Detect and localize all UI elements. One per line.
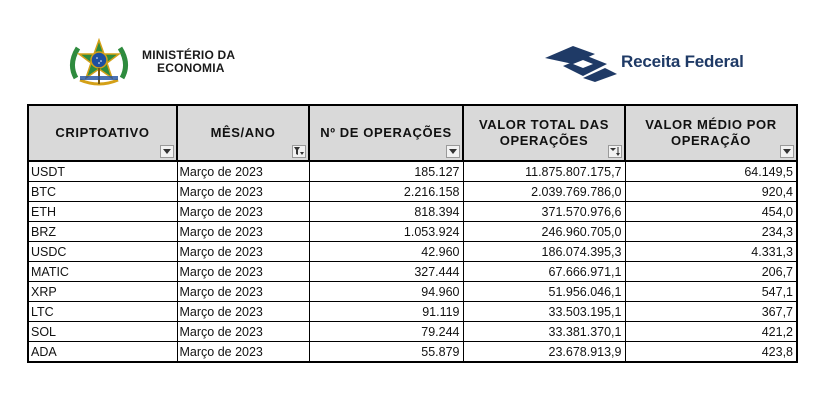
cell-num-operacoes[interactable]: 185.127	[309, 161, 463, 182]
cell-valor-total[interactable]: 51.956.046,1	[463, 282, 625, 302]
column-header-label: VALOR MÉDIO POR OPERAÇÃO	[645, 117, 777, 148]
cell-valor-medio[interactable]: 206,7	[625, 262, 797, 282]
cell-num-operacoes[interactable]: 91.119	[309, 302, 463, 322]
table-row[interactable]	[28, 322, 797, 342]
column-header-label: CRIPTOATIVO	[55, 125, 150, 140]
cell-criptoativo[interactable]: USDT	[28, 161, 177, 182]
cell-criptoativo[interactable]: XRP	[28, 282, 177, 302]
cell-valor-total[interactable]: 186.074.395,3	[463, 242, 625, 262]
column-header-num-operacoes	[309, 105, 463, 161]
cell-valor-total[interactable]: 246.960.705,0	[463, 222, 625, 242]
cell-criptoativo[interactable]: BTC	[28, 182, 177, 202]
cell-valor-total[interactable]: 2.039.769.786,0	[463, 182, 625, 202]
table-row[interactable]	[28, 282, 797, 302]
cell-valor-medio[interactable]: 367,7	[625, 302, 797, 322]
table-row[interactable]	[28, 242, 797, 262]
column-header-valor-medio	[625, 105, 797, 161]
cell-valor-medio[interactable]: 423,8	[625, 342, 797, 363]
cell-valor-medio[interactable]: 421,2	[625, 322, 797, 342]
receita-federal-mark-icon	[543, 44, 621, 82]
cell-valor-medio[interactable]: 547,1	[625, 282, 797, 302]
dropdown-arrow-icon[interactable]	[780, 145, 794, 158]
coat-of-arms-icon	[66, 38, 132, 86]
table-row[interactable]	[28, 222, 797, 242]
ministry-line-2: ECONOMIA	[157, 61, 225, 75]
dropdown-arrow-icon[interactable]	[160, 145, 174, 158]
cell-mes-ano[interactable]: Março de 2023	[177, 322, 309, 342]
column-header-label: VALOR TOTAL DAS OPERAÇÕES	[478, 117, 610, 148]
table-row[interactable]	[28, 302, 797, 322]
cell-num-operacoes[interactable]: 818.394	[309, 202, 463, 222]
cell-valor-medio[interactable]: 920,4	[625, 182, 797, 202]
cell-mes-ano[interactable]: Março de 2023	[177, 222, 309, 242]
cell-num-operacoes[interactable]: 94.960	[309, 282, 463, 302]
ministry-line-1: MINISTÉRIO DA	[142, 48, 236, 62]
cell-mes-ano[interactable]: Março de 2023	[177, 242, 309, 262]
ministry-logo	[66, 38, 286, 88]
table-row[interactable]	[28, 262, 797, 282]
cell-criptoativo[interactable]: MATIC	[28, 262, 177, 282]
cell-valor-medio[interactable]: 4.331,3	[625, 242, 797, 262]
column-header-label: Nº DE OPERAÇÕES	[320, 125, 452, 140]
column-header-valor-total	[463, 105, 625, 161]
cell-valor-total[interactable]: 371.570.976,6	[463, 202, 625, 222]
crypto-operations-table	[27, 104, 798, 363]
column-header-mes-ano	[177, 105, 309, 161]
cell-mes-ano[interactable]: Março de 2023	[177, 202, 309, 222]
cell-num-operacoes[interactable]: 55.879	[309, 342, 463, 363]
table-row[interactable]	[28, 182, 797, 202]
table-row[interactable]	[28, 202, 797, 222]
cell-num-operacoes[interactable]: 79.244	[309, 322, 463, 342]
cell-valor-total[interactable]: 33.381.370,1	[463, 322, 625, 342]
cell-mes-ano[interactable]: Março de 2023	[177, 302, 309, 322]
cell-criptoativo[interactable]: BRZ	[28, 222, 177, 242]
cell-mes-ano[interactable]: Março de 2023	[177, 282, 309, 302]
cell-num-operacoes[interactable]: 42.960	[309, 242, 463, 262]
cell-mes-ano[interactable]: Março de 2023	[177, 161, 309, 182]
cell-valor-total[interactable]: 23.678.913,9	[463, 342, 625, 363]
receita-federal-wordmark: Receita Federal	[621, 52, 744, 71]
cell-valor-total[interactable]: 67.666.971,1	[463, 262, 625, 282]
cell-criptoativo[interactable]: SOL	[28, 322, 177, 342]
table-header-row	[28, 105, 797, 161]
cell-mes-ano[interactable]: Março de 2023	[177, 182, 309, 202]
table-row[interactable]	[28, 161, 797, 182]
cell-criptoativo[interactable]: ETH	[28, 202, 177, 222]
cell-mes-ano[interactable]: Março de 2023	[177, 262, 309, 282]
column-header-criptoativo	[28, 105, 177, 161]
cell-valor-total[interactable]: 33.503.195,1	[463, 302, 625, 322]
column-header-label: MÊS/ANO	[210, 125, 276, 140]
filter-funnel-icon[interactable]	[292, 145, 306, 158]
cell-criptoativo[interactable]: LTC	[28, 302, 177, 322]
receita-federal-logo	[543, 44, 773, 84]
sort-descending-icon[interactable]	[608, 145, 622, 158]
cell-valor-medio[interactable]: 234,3	[625, 222, 797, 242]
cell-criptoativo[interactable]: USDC	[28, 242, 177, 262]
table-row[interactable]	[28, 342, 797, 363]
cell-num-operacoes[interactable]: 327.444	[309, 262, 463, 282]
cell-num-operacoes[interactable]: 1.053.924	[309, 222, 463, 242]
cell-valor-medio[interactable]: 64.149,5	[625, 161, 797, 182]
cell-num-operacoes[interactable]: 2.216.158	[309, 182, 463, 202]
cell-valor-medio[interactable]: 454,0	[625, 202, 797, 222]
cell-mes-ano[interactable]: Março de 2023	[177, 342, 309, 363]
cell-valor-total[interactable]: 11.875.807.175,7	[463, 161, 625, 182]
cell-criptoativo[interactable]: ADA	[28, 342, 177, 363]
dropdown-arrow-icon[interactable]	[446, 145, 460, 158]
